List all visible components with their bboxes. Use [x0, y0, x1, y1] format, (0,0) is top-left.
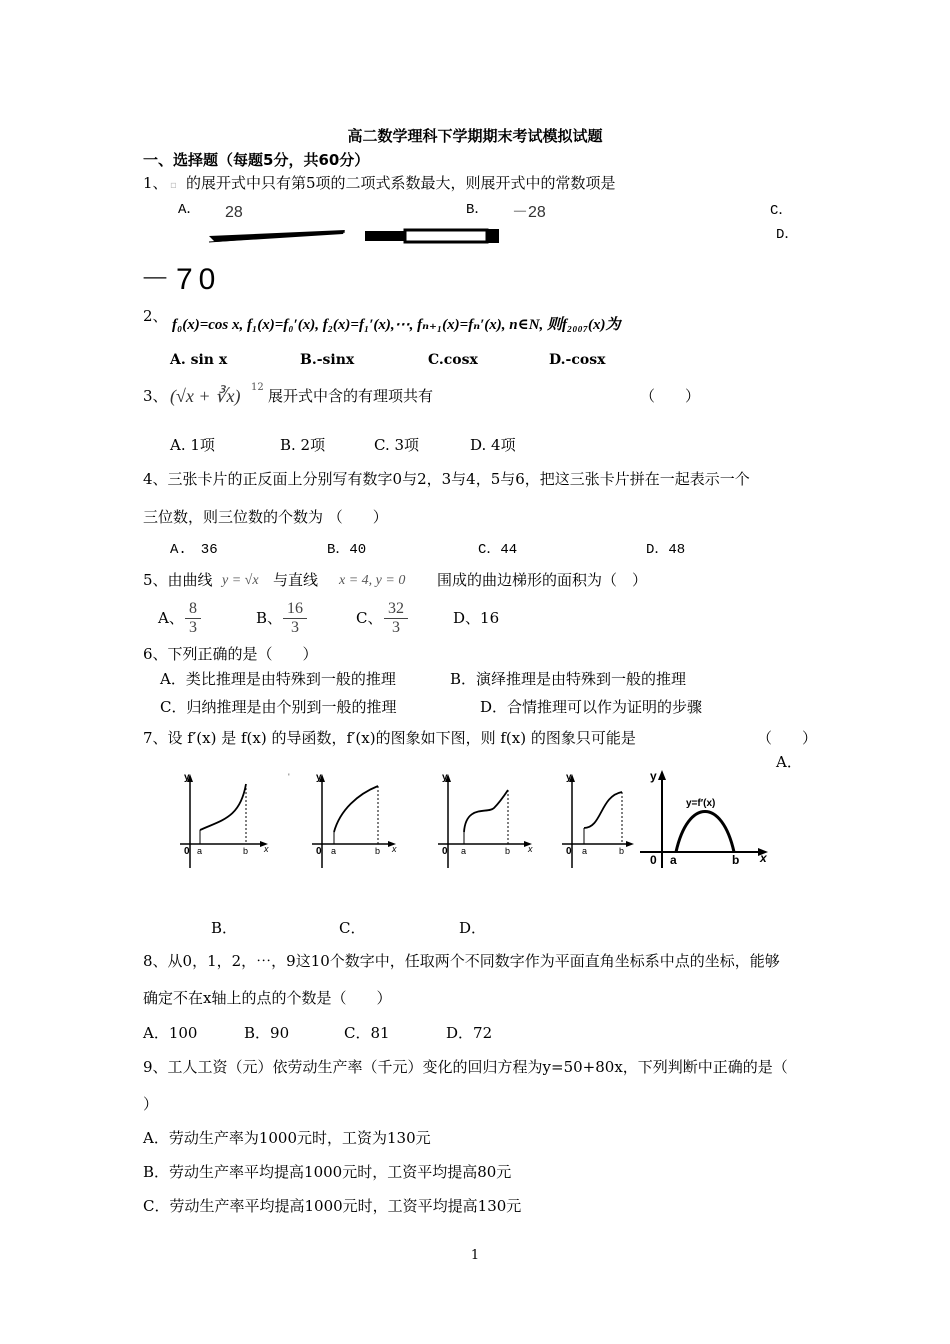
- q3-option-c: C. 3项: [374, 436, 420, 454]
- g2-b: b: [375, 846, 381, 856]
- q9-option-c: C．劳动生产率平均提高1000元时，工资平均提高130元: [143, 1197, 522, 1215]
- q7-graph-c: [428, 770, 538, 870]
- q5-b-denominator: 3: [291, 619, 299, 636]
- q8-option-b: B．90: [244, 1024, 290, 1042]
- q5-c-denominator: 3: [392, 619, 400, 636]
- q3-option-d: D. 4项: [470, 436, 516, 454]
- q7-graph-b: [284, 770, 404, 870]
- q7-option-b: B．: [211, 919, 238, 937]
- q1-number: 1、: [143, 174, 168, 192]
- q5-a-denominator: 3: [189, 619, 197, 636]
- q5-lines: x = 4, y = 0: [339, 573, 406, 588]
- g3-a: a: [461, 846, 467, 856]
- g4-b: b: [619, 846, 625, 856]
- q5-mid: 与直线: [273, 571, 319, 589]
- q1-option-d: D．: [776, 227, 799, 243]
- g5-x-label: x: [760, 851, 767, 865]
- q7-graph-a: [172, 770, 272, 870]
- q6-option-c: C．归纳推理是由个别到一般的推理: [160, 698, 397, 716]
- g2-a: a: [331, 846, 337, 856]
- q5-c-numerator: 32: [384, 600, 408, 619]
- q2-formula: f₀(x)=cos x, f₁(x)=f₀′(x), f₂(x)=f₁′(x),⋯, fₙ₊₁(x)=fₙ′(x), n∈N, 则f₂₀₀₇(x)为: [172, 317, 621, 333]
- q7-text: 7、设 f′(x) 是 f(x) 的导函数，f′(x)的图象如下图，则 f(x) 的图象只可能是: [143, 729, 636, 747]
- q5-a-numerator: 8: [185, 600, 201, 619]
- q5-option-b: B、: [256, 609, 283, 627]
- g3-y-label: y: [442, 772, 448, 783]
- q4-option-b: B．40: [327, 542, 367, 558]
- g1-a: a: [197, 846, 203, 856]
- svg-text:ʹ: ʹ: [288, 772, 290, 782]
- q8-line1: 8、从0，1，2，⋯，9这10个数字中，任取两个不同数字作为平面直角坐标系中点的坐标，能够: [143, 952, 780, 970]
- g5-origin: 0: [650, 853, 657, 867]
- q1-option-b: B．: [466, 202, 489, 218]
- g5-y-label: y: [650, 769, 657, 783]
- g1-x-label: x: [264, 844, 269, 854]
- g4-y-label: y: [566, 772, 572, 783]
- g4-origin: 0: [566, 846, 572, 857]
- q5-option-c: C、: [356, 609, 383, 627]
- q8-option-a: A．100: [143, 1024, 198, 1042]
- q4-line1: 4、三张卡片的正反面上分别写有数字0与2，3与4，5与6，把这三张卡片拼在一起表示一个: [143, 470, 750, 488]
- q5-option-a: A、: [158, 609, 184, 627]
- q5-option-b-fraction: [283, 600, 307, 637]
- q1-option-c: C．: [770, 203, 793, 219]
- page-number: 1: [470, 1248, 480, 1263]
- q5-suffix: 围成的曲边梯形的面积为（ ）: [437, 571, 648, 589]
- q6-option-d: D．合情推理可以作为证明的步骤: [480, 698, 703, 716]
- section-heading: 一、选择题（每题5分，共60分）: [143, 151, 370, 169]
- g5-function-label: y=f′(x): [686, 798, 716, 809]
- q6-option-b: B．演绎推理是由特殊到一般的推理: [450, 670, 687, 688]
- q4-option-c: C．44: [478, 542, 518, 558]
- q3-answer-paren: （ ）: [640, 387, 701, 405]
- q4-option-a: A. 36: [170, 542, 218, 558]
- page-title: 高二数学理科下学期期末考试模拟试题: [347, 127, 603, 145]
- g3-x-label: x: [528, 844, 533, 854]
- q9-line1: 9、工人工资（元）依劳动生产率（千元）变化的回归方程为y=50+80x，下列判断中正确的是（: [143, 1058, 788, 1076]
- q9-option-b: B．劳动生产率平均提高1000元时，工资平均提高80元: [143, 1163, 512, 1181]
- q6-text: 6、下列正确的是（ ）: [143, 645, 318, 663]
- q2-option-d: D.-cosx: [549, 352, 606, 368]
- q6-option-a: A．类比推理是由特殊到一般的推理: [160, 670, 396, 688]
- q1-blurred-formula-icon: ▫: [170, 180, 177, 191]
- q1-option-a-value: 28: [225, 204, 243, 221]
- q2-option-c: C.cosx: [428, 352, 478, 368]
- q7-option-c: C．: [339, 919, 366, 937]
- q1-option-b-value: －28: [512, 204, 546, 221]
- q5-curve: y = √x: [222, 573, 259, 588]
- q2-option-b: B.-sinx: [300, 352, 355, 368]
- q3-exponent: 12: [251, 382, 264, 393]
- g1-origin: 0: [184, 846, 190, 857]
- g3-b: b: [505, 846, 511, 856]
- q9-option-a: A．劳动生产率为1000元时，工资为130元: [143, 1129, 431, 1147]
- q7-graph-d: [556, 770, 636, 870]
- q7-derivative-graph: [636, 766, 776, 870]
- g2-origin: 0: [316, 846, 322, 857]
- q3-option-b: B. 2项: [280, 436, 326, 454]
- q5-option-c-fraction: [384, 600, 408, 637]
- g4-a: a: [582, 846, 588, 856]
- q1-text: 的展开式中只有第5项的二项式系数最大，则展开式中的常数项是: [186, 174, 616, 192]
- g2-x-label: x: [392, 844, 397, 854]
- q3-number: 3、: [143, 387, 168, 405]
- q7-option-d: D．: [459, 919, 487, 937]
- q1-option-a: A．: [178, 202, 201, 218]
- g3-origin: 0: [442, 846, 448, 857]
- q4-line2: 三位数，则三位数的个数为 （ ）: [143, 508, 388, 526]
- q4-option-d: D．48: [646, 542, 686, 558]
- q3-expression: (√x + ∛x): [170, 386, 241, 406]
- g2-y-label: y: [316, 772, 322, 783]
- q8-option-d: D．72: [446, 1024, 493, 1042]
- q7-option-a: A．: [776, 753, 802, 771]
- q5-option-d: D、16: [453, 609, 500, 627]
- q7-answer-paren: （ ）: [757, 729, 818, 747]
- q9-line2: ）: [143, 1095, 159, 1113]
- q8-line2: 确定不在x轴上的点的个数是（ ）: [143, 989, 392, 1007]
- q1-scan-artifact: [205, 226, 505, 248]
- q3-text: 展开式中含的有理项共有: [268, 387, 434, 405]
- g5-b: b: [732, 853, 740, 867]
- q8-option-c: C．81: [344, 1024, 390, 1042]
- q5-b-numerator: 16: [283, 600, 307, 619]
- q2-number: 2、: [143, 307, 168, 325]
- g1-y-label: y: [184, 772, 190, 783]
- q2-option-a: A. sin x: [170, 352, 228, 368]
- q5-prefix: 5、由曲线: [143, 571, 213, 589]
- q3-option-a: A. 1项: [170, 436, 215, 454]
- g5-a: a: [670, 853, 677, 867]
- q1-option-d-value: －70: [140, 263, 222, 296]
- q5-option-a-fraction: [185, 600, 201, 637]
- g1-b: b: [243, 846, 249, 856]
